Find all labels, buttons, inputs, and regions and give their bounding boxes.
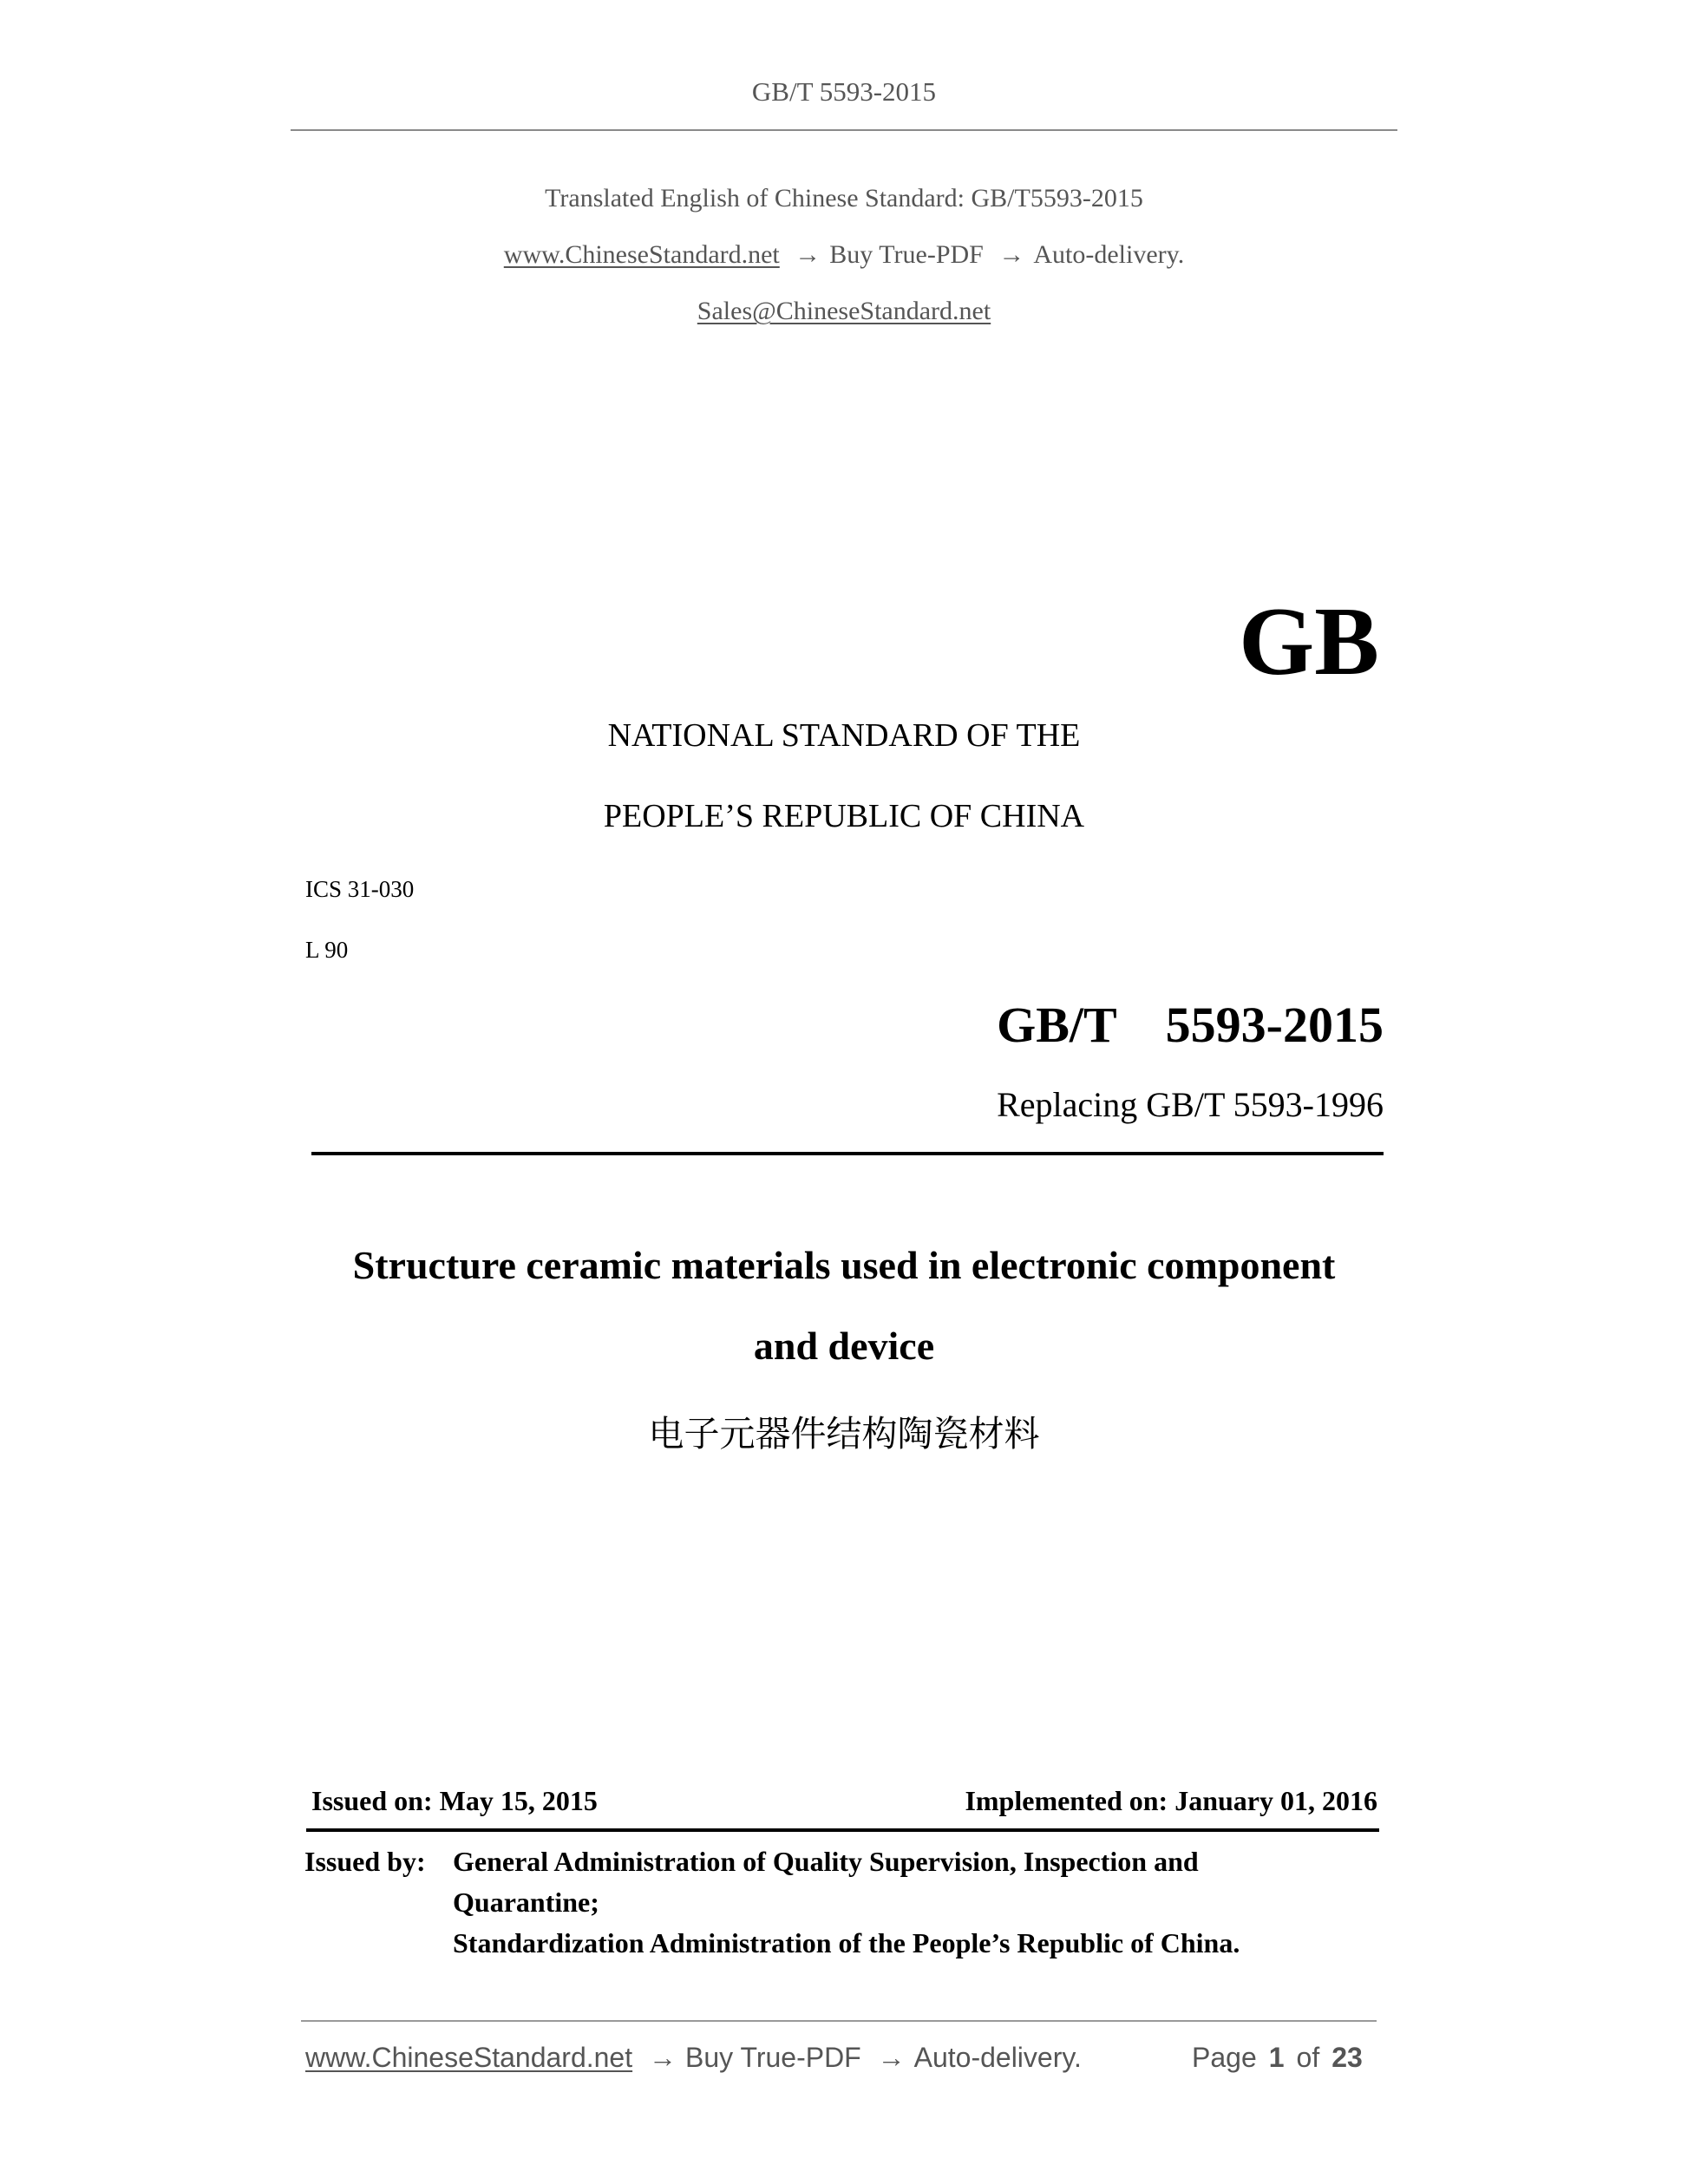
promo-line bbox=[0, 240, 1688, 270]
translated-notice: Translated English of Chinese Standard: GB/T5593-2015 bbox=[545, 184, 1143, 213]
title-english-line-2: and device bbox=[753, 1324, 935, 1368]
arrow-right-icon: → bbox=[649, 2042, 677, 2073]
arrow-right-icon: → bbox=[795, 240, 821, 269]
standard-number: GB/T 5593-2015 bbox=[997, 997, 1384, 1053]
sales-email-link[interactable]: Sales@ChineseStandard.net bbox=[697, 297, 991, 325]
gb-logo-mark: GB bbox=[1239, 588, 1379, 696]
national-standard-line-1: NATIONAL STANDARD OF THE bbox=[607, 717, 1081, 754]
page-total: 23 bbox=[1331, 2042, 1363, 2073]
site-link[interactable]: www.ChineseStandard.net bbox=[503, 240, 780, 269]
title-english-line-1: Structure ceramic materials used in electronic component bbox=[352, 1243, 1336, 1287]
page-label: Page bbox=[1192, 2042, 1257, 2073]
replacing-standard: Replacing GB/T 5593-1996 bbox=[997, 1085, 1384, 1124]
footer-buy-text: Buy True-PDF bbox=[685, 2042, 861, 2073]
issuer-line-1: General Administration of Quality Supervision, Inspection and bbox=[453, 1846, 1199, 1877]
arrow-right-icon: → bbox=[877, 2042, 906, 2073]
dates-divider bbox=[306, 1828, 1379, 1832]
issued-on-date: Issued on: May 15, 2015 bbox=[311, 1785, 598, 1816]
page-current: 1 bbox=[1268, 2042, 1285, 2073]
footer-site-link[interactable]: www.ChineseStandard.net bbox=[305, 2042, 633, 2073]
buy-text: Buy True-PDF bbox=[829, 240, 984, 269]
ics-code: ICS 31-030 bbox=[305, 876, 415, 902]
footer-divider bbox=[301, 2020, 1377, 2022]
sales-line bbox=[0, 297, 1688, 326]
running-header: GB/T 5593-2015 bbox=[751, 76, 937, 107]
page-indicator bbox=[1192, 2042, 1375, 2074]
footer-promo bbox=[305, 2042, 1082, 2074]
page-of: of bbox=[1296, 2042, 1320, 2073]
arrow-right-icon: → bbox=[998, 240, 1025, 269]
delivery-text: Auto-delivery. bbox=[1033, 240, 1185, 269]
national-standard-line-2: PEOPLE’S REPUBLIC OF CHINA bbox=[603, 798, 1085, 834]
issuer-line-3: Standardization Administration of the People’s Republic of China. bbox=[453, 1927, 1240, 1958]
footer-delivery-text: Auto-delivery. bbox=[913, 2042, 1082, 2073]
issuer-line-2: Quarantine; bbox=[453, 1886, 599, 1918]
issued-by-label: Issued by: bbox=[304, 1846, 426, 1877]
header-divider bbox=[291, 129, 1397, 131]
title-divider bbox=[311, 1152, 1384, 1155]
title-chinese: 电子元器件结构陶瓷材料 bbox=[648, 1413, 1040, 1455]
implemented-on-date: Implemented on: January 01, 2016 bbox=[965, 1785, 1377, 1816]
ccs-code: L 90 bbox=[305, 937, 349, 963]
